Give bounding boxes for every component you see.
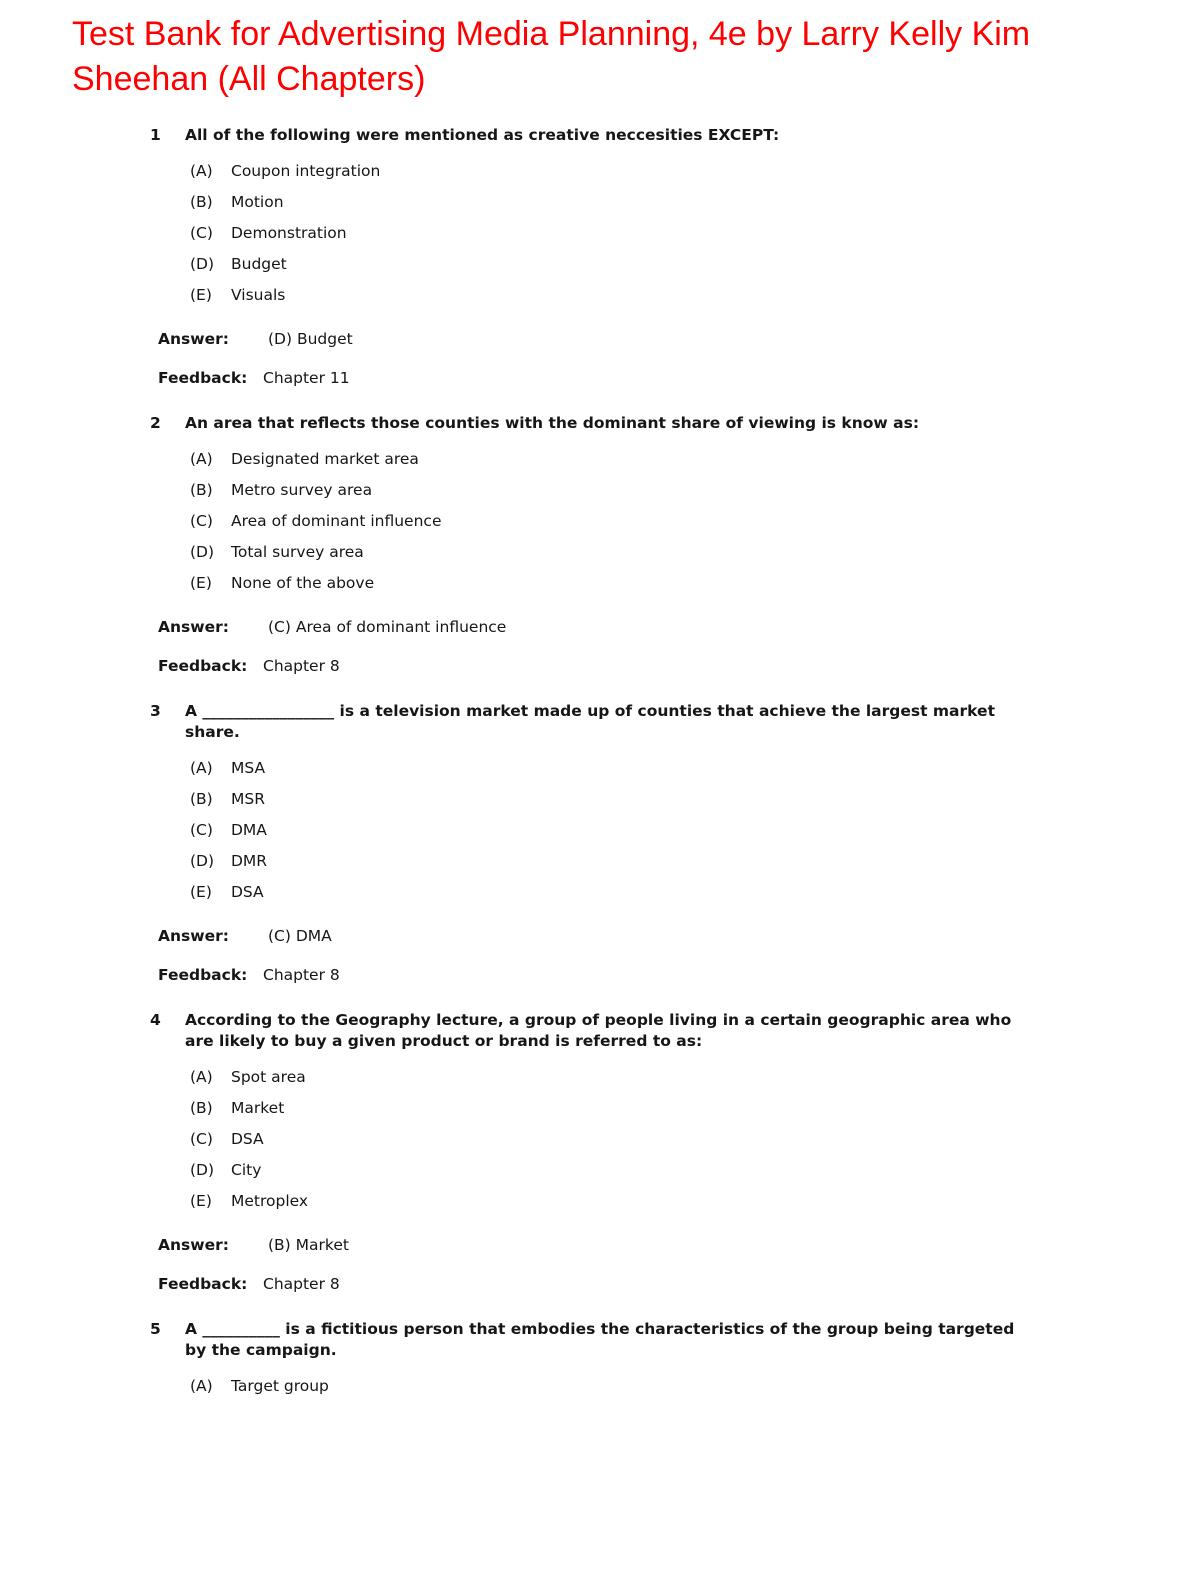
question-row [150,701,1040,743]
question-block [150,701,1040,986]
question-row [150,125,1040,146]
option-row [190,573,1040,594]
feedback-label: Feedback: [158,657,248,675]
document-title: Test Bank for Advertising Media Planning, 4e by Larry Kelly Kim Sheehan (All Chapters) [72,15,1031,98]
answer-row [158,329,1040,350]
option-row [190,1191,1040,1212]
option-letter: (B) [190,193,213,211]
option-letter: (B) [190,481,213,499]
option-text: City [231,1161,262,1179]
answer-value: (C) DMA [268,927,332,945]
answer-row [158,1235,1040,1256]
options-list [150,449,1040,594]
option-letter: (D) [190,255,215,273]
option-row [190,1376,1040,1397]
feedback-label: Feedback: [158,369,248,387]
option-letter: (A) [190,162,213,180]
option-row [190,285,1040,306]
option-text: Designated market area [231,450,419,468]
options-list [150,1067,1040,1212]
question-block [150,1319,1040,1397]
feedback-value: Chapter 8 [263,1275,340,1293]
option-text: Demonstration [231,224,347,242]
option-letter: (D) [190,852,215,870]
option-text: Budget [231,255,287,273]
feedback-value: Chapter 11 [263,369,350,387]
option-letter: (C) [190,224,213,242]
option-row [190,161,1040,182]
feedback-value: Chapter 8 [263,966,340,984]
answer-label: Answer: [158,330,229,348]
option-letter: (B) [190,1099,213,1117]
option-letter: (C) [190,821,213,839]
answer-value: (D) Budget [268,330,353,348]
option-row [190,1160,1040,1181]
question-block [150,125,1040,389]
answer-value: (B) Market [268,1236,349,1254]
question-block [150,413,1040,677]
option-letter: (C) [190,1130,213,1148]
question-block [150,1010,1040,1295]
question-text: A __________ is a fictitious person that embodies the characteristics of the group being targeted by the campaign. [185,1320,1015,1359]
option-row [190,511,1040,532]
option-letter: (E) [190,574,212,592]
option-row [190,254,1040,275]
options-list [150,161,1040,306]
answer-label: Answer: [158,1236,229,1254]
answer-row [158,926,1040,947]
option-row [190,1129,1040,1150]
option-row [190,851,1040,872]
question-text: An area that reflects those counties with the dominant share of viewing is know as: [185,414,920,432]
option-row [190,758,1040,779]
option-text: DMR [231,852,268,870]
feedback-row [158,1274,1040,1295]
question-row [150,1319,1040,1361]
option-text: Metro survey area [231,481,373,499]
option-letter: (D) [190,1161,215,1179]
option-text: Visuals [231,286,286,304]
option-letter: (B) [190,790,213,808]
option-row [190,820,1040,841]
answer-row [158,617,1040,638]
option-row [190,223,1040,244]
options-list [150,1376,1040,1397]
option-text: Target group [231,1377,329,1395]
option-text: Total survey area [231,543,364,561]
question-number: 1 [150,126,161,144]
option-text: DMA [231,821,267,839]
question-row [150,1010,1040,1052]
option-row [190,789,1040,810]
option-letter: (A) [190,759,213,777]
option-row [190,449,1040,470]
answer-label: Answer: [158,618,229,636]
option-letter: (A) [190,450,213,468]
question-text: All of the following were mentioned as creative neccesities EXCEPT: [185,126,780,144]
option-row [190,542,1040,563]
answer-value: (C) Area of dominant influence [268,618,507,636]
feedback-row [158,656,1040,677]
option-text: Metroplex [231,1192,309,1210]
option-text: None of the above [231,574,375,592]
questions-list [0,102,1190,1397]
feedback-value: Chapter 8 [263,657,340,675]
question-number: 4 [150,1011,161,1029]
option-row [190,1067,1040,1088]
option-letter: (E) [190,286,212,304]
question-text: According to the Geography lecture, a group of people living in a certain geographic area who are likely to buy a given product or brand is referred to as: [185,1011,1012,1050]
feedback-label: Feedback: [158,1275,248,1293]
question-number: 2 [150,414,161,432]
option-text: Motion [231,193,284,211]
option-text: Area of dominant influence [231,512,442,530]
question-text: A _________________ is a television market made up of counties that achieve the largest market share. [185,702,995,741]
options-list [150,758,1040,903]
option-row [190,480,1040,501]
option-text: DSA [231,1130,264,1148]
option-letter: (E) [190,883,212,901]
feedback-label: Feedback: [158,966,248,984]
option-letter: (D) [190,543,215,561]
option-letter: (A) [190,1068,213,1086]
question-number: 3 [150,702,161,720]
option-text: MSR [231,790,265,808]
option-text: Coupon integration [231,162,381,180]
feedback-row [158,965,1040,986]
option-text: MSA [231,759,266,777]
option-letter: (A) [190,1377,213,1395]
option-text: Spot area [231,1068,306,1086]
option-text: DSA [231,883,264,901]
question-number: 5 [150,1320,161,1338]
option-letter: (E) [190,1192,212,1210]
option-row [190,1098,1040,1119]
feedback-row [158,368,1040,389]
option-row [190,882,1040,903]
option-text: Market [231,1099,285,1117]
answer-label: Answer: [158,927,229,945]
option-row [190,192,1040,213]
question-row [150,413,1040,434]
option-letter: (C) [190,512,213,530]
